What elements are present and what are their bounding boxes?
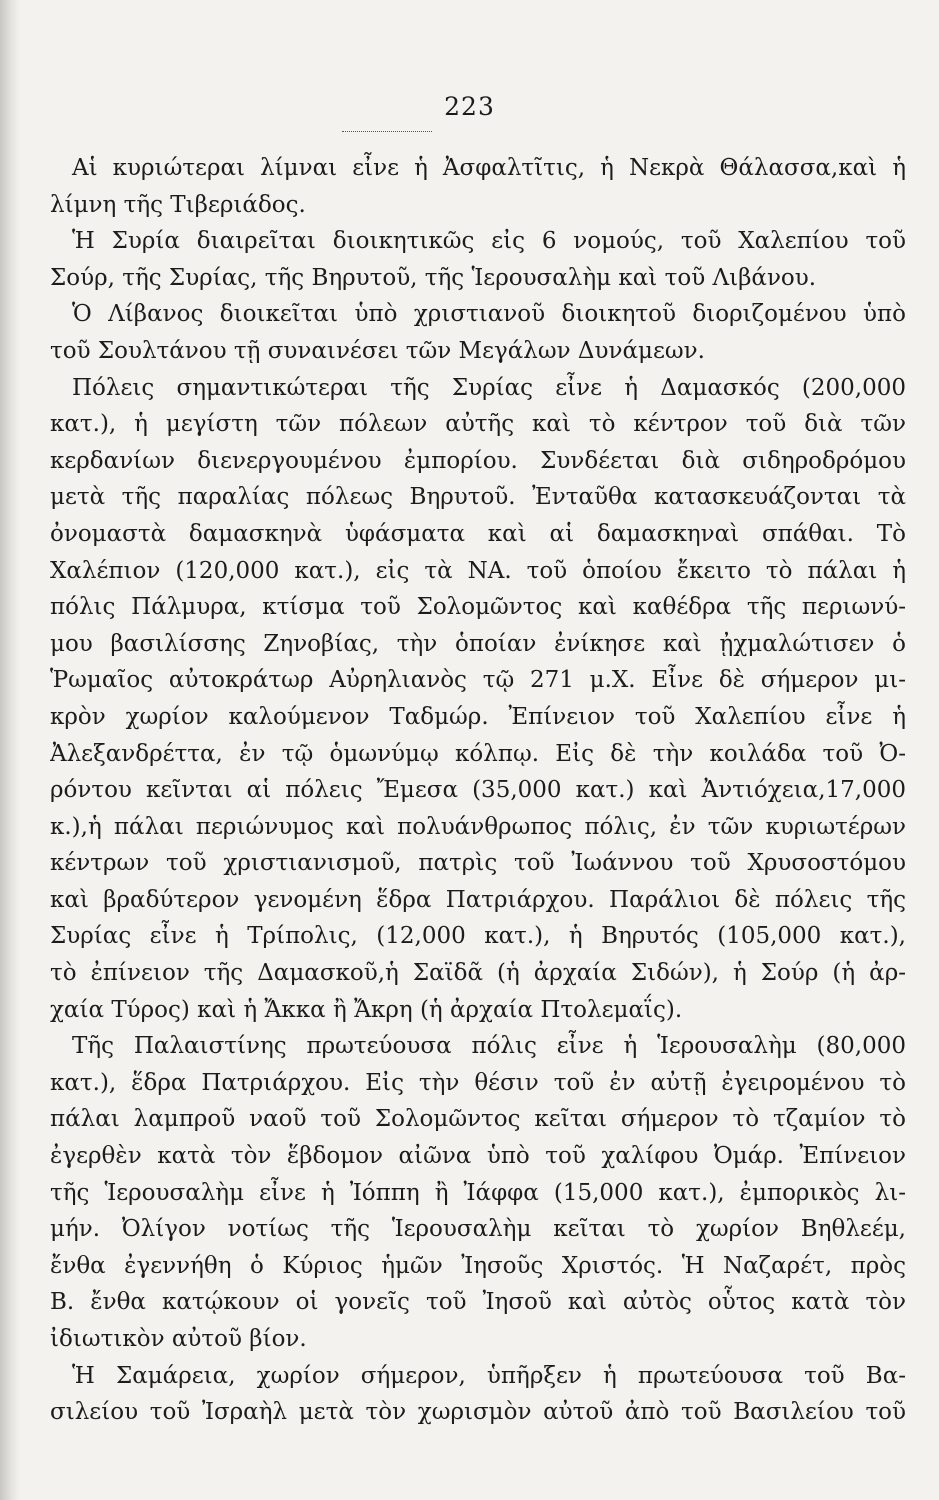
page-number-rule [342,131,432,132]
text-line: μετὰ τῆς παραλίας πόλεως Βηρυτοῦ. Ἐνταῦθα κατασκευάζονται τὰ [50,484,906,511]
text-line: Τῆς Παλαιστίνης πρωτεύουσα πόλις εἶνε ἡ Ἱερουσαλὴμ (80,000 [72,1033,906,1060]
text-line: ἰδιωτικὸν αὐτοῦ βίον. [50,1326,307,1352]
text-line: κερδανίων διενεργουμένου ἐμπορίου. Συνδέεται διὰ σιδηροδρόμου [50,447,906,474]
text-line: λίμνη τῆς Τιβεριάδος. [50,191,306,218]
text-line: ρόντου κεῖνται αἱ πόλεις Ἔμεσα (35,000 κατ.) καὶ Ἀντιόχεια,17,000 [50,777,906,804]
body-text [50,150,906,1431]
text-line: Χαλέπιον (120,000 κατ.), εἰς τὰ ΝΑ. τοῦ ὁποίου ἔκειτο τὸ πάλαι ἡ [50,557,906,584]
text-line: τῆς Ἱερουσαλὴμ εἶνε ἡ Ἰόππη ἢ Ἰάφφα (15,000 κατ.), ἐμπορικὸς λι- [50,1179,906,1206]
text-line: πάλαι λαμπροῦ ναοῦ τοῦ Σολομῶντος κεῖται σήμερον τὸ τζαμίον τὸ [50,1106,906,1133]
text-line: Αἱ κυριώτεραι λίμναι εἶνε ἡ Ἀσφαλτῖτις, ἡ Νεκρὰ Θάλασσα,καὶ ἡ [72,155,906,181]
text-line: σιλείου τοῦ Ἰσραὴλ μετὰ τὸν χωρισμὸν αὐτοῦ ἀπὸ τοῦ Βασιλείου τοῦ [50,1399,906,1426]
text-line: τοῦ Σουλτάνου τῇ συναινέσει τῶν Μεγάλων Δυνάμεων. [50,337,705,364]
text-line: Ἡ Συρία διαιρεῖται διοικητικῶς εἰς 6 νομούς, τοῦ Χαλεπίου τοῦ [72,228,906,255]
text-line: κατ.), ἕδρα Πατριάρχου. Εἰς τὴν θέσιν τοῦ ἐν αὐτῇ ἐγειρομένου τὸ [50,1069,906,1096]
text-line: τὸ ἐπίνειον τῆς Δαμασκοῦ,ἡ Σαϊδᾶ (ἡ ἀρχαία Σιδών), ἡ Σούρ (ἡ ἀρ- [50,960,906,987]
text-line: μήν. Ὀλίγον νοτίως τῆς Ἱερουσαλὴμ κεῖται τὸ χωρίον Βηθλεέμ, [50,1216,906,1243]
page-binding-shadow [0,0,20,1500]
text-line: κέντρων τοῦ χριστιανισμοῦ, πατρὶς τοῦ Ἰωάννου τοῦ Χρυσοστόμου [50,850,906,877]
text-line: κ.),ἡ πάλαι περιώνυμος καὶ πολυάνθρωπος πόλις, ἐν τῶν κυριωτέρων [50,813,906,840]
text-line: Πόλεις σημαντικώτεραι τῆς Συρίας εἶνε ἡ Δαμασκός (200,000 [72,374,906,401]
text-line: κατ.), ἡ μεγίστη τῶν πόλεων αὐτῆς καὶ τὸ κέντρον τοῦ διὰ τῶν [50,411,906,438]
text-line: μου βασιλίσσης Ζηνοβίας, τὴν ὁποίαν ἐνίκησε καὶ ᾐχμαλώτισεν ὁ [50,630,906,657]
text-line: ἔνθα ἐγεννήθη ὁ Κύριος ἡμῶν Ἰησοῦς Χριστός. Ἡ Ναζαρέτ, πρὸς [50,1252,906,1279]
text-line: Σούρ, τῆς Συρίας, τῆς Βηρυτοῦ, τῆς Ἱερουσαλὴμ καὶ τοῦ Λιβάνου. [50,264,817,291]
text-line: Ῥωμαῖος αὐτοκράτωρ Αὐρηλιανὸς τῷ 271 μ.Χ. Εἶνε δὲ σήμερον μι- [50,667,906,694]
text-line: κρὸν χωρίον καλούμενον Ταδμώρ. Ἐπίνειον τοῦ Χαλεπίου εἶνε ἡ [50,703,906,730]
text-line: πόλις Πάλμυρα, κτίσμα τοῦ Σολομῶντος καὶ καθέδρα τῆς περιωνύ- [50,594,906,621]
text-line: καὶ βραδύτερον γενομένη ἕδρα Πατριάρχου. Παράλιοι δὲ πόλεις τῆς [50,886,906,913]
page-number: 223 [444,92,495,121]
text-line: ὀνομαστὰ δαμασκηνὰ ὑφάσματα καὶ αἱ δαμασκηναὶ σπάθαι. Τὸ [50,520,906,547]
text-line: Ἡ Σαμάρεια, χωρίον σήμερον, ὑπῆρξεν ἡ πρωτεύουσα τοῦ Βα- [72,1362,906,1389]
text-line: ἐγερθὲν κατὰ τὸν ἕβδομον αἰῶνα ὑπὸ τοῦ χαλίφου Ὀμάρ. Ἐπίνειον [50,1143,906,1170]
text-line: Β. ἔνθα κατῴκουν οἱ γονεῖς τοῦ Ἰησοῦ καὶ αὐτὸς οὗτος κατὰ τὸν [50,1289,906,1316]
text-line: Συρίας εἶνε ἡ Τρίπολις, (12,000 κατ.), ἡ Βηρυτός (105,000 κατ.), [50,923,906,950]
text-line: χαία Τύρος) καὶ ἡ Ἄκκα ἢ Ἄκρη (ἡ ἀρχαία Πτολεμαΐς). [50,996,683,1023]
text-line: Ἀλεξανδρέττα, ἐν τῷ ὁμωνύμῳ κόλπῳ. Εἰς δὲ τὴν κοιλάδα τοῦ Ὀ- [50,740,906,767]
text-line: Ὁ Λίβανος διοικεῖται ὑπὸ χριστιανοῦ διοικητοῦ διοριζομένου ὑπὸ [72,301,906,328]
